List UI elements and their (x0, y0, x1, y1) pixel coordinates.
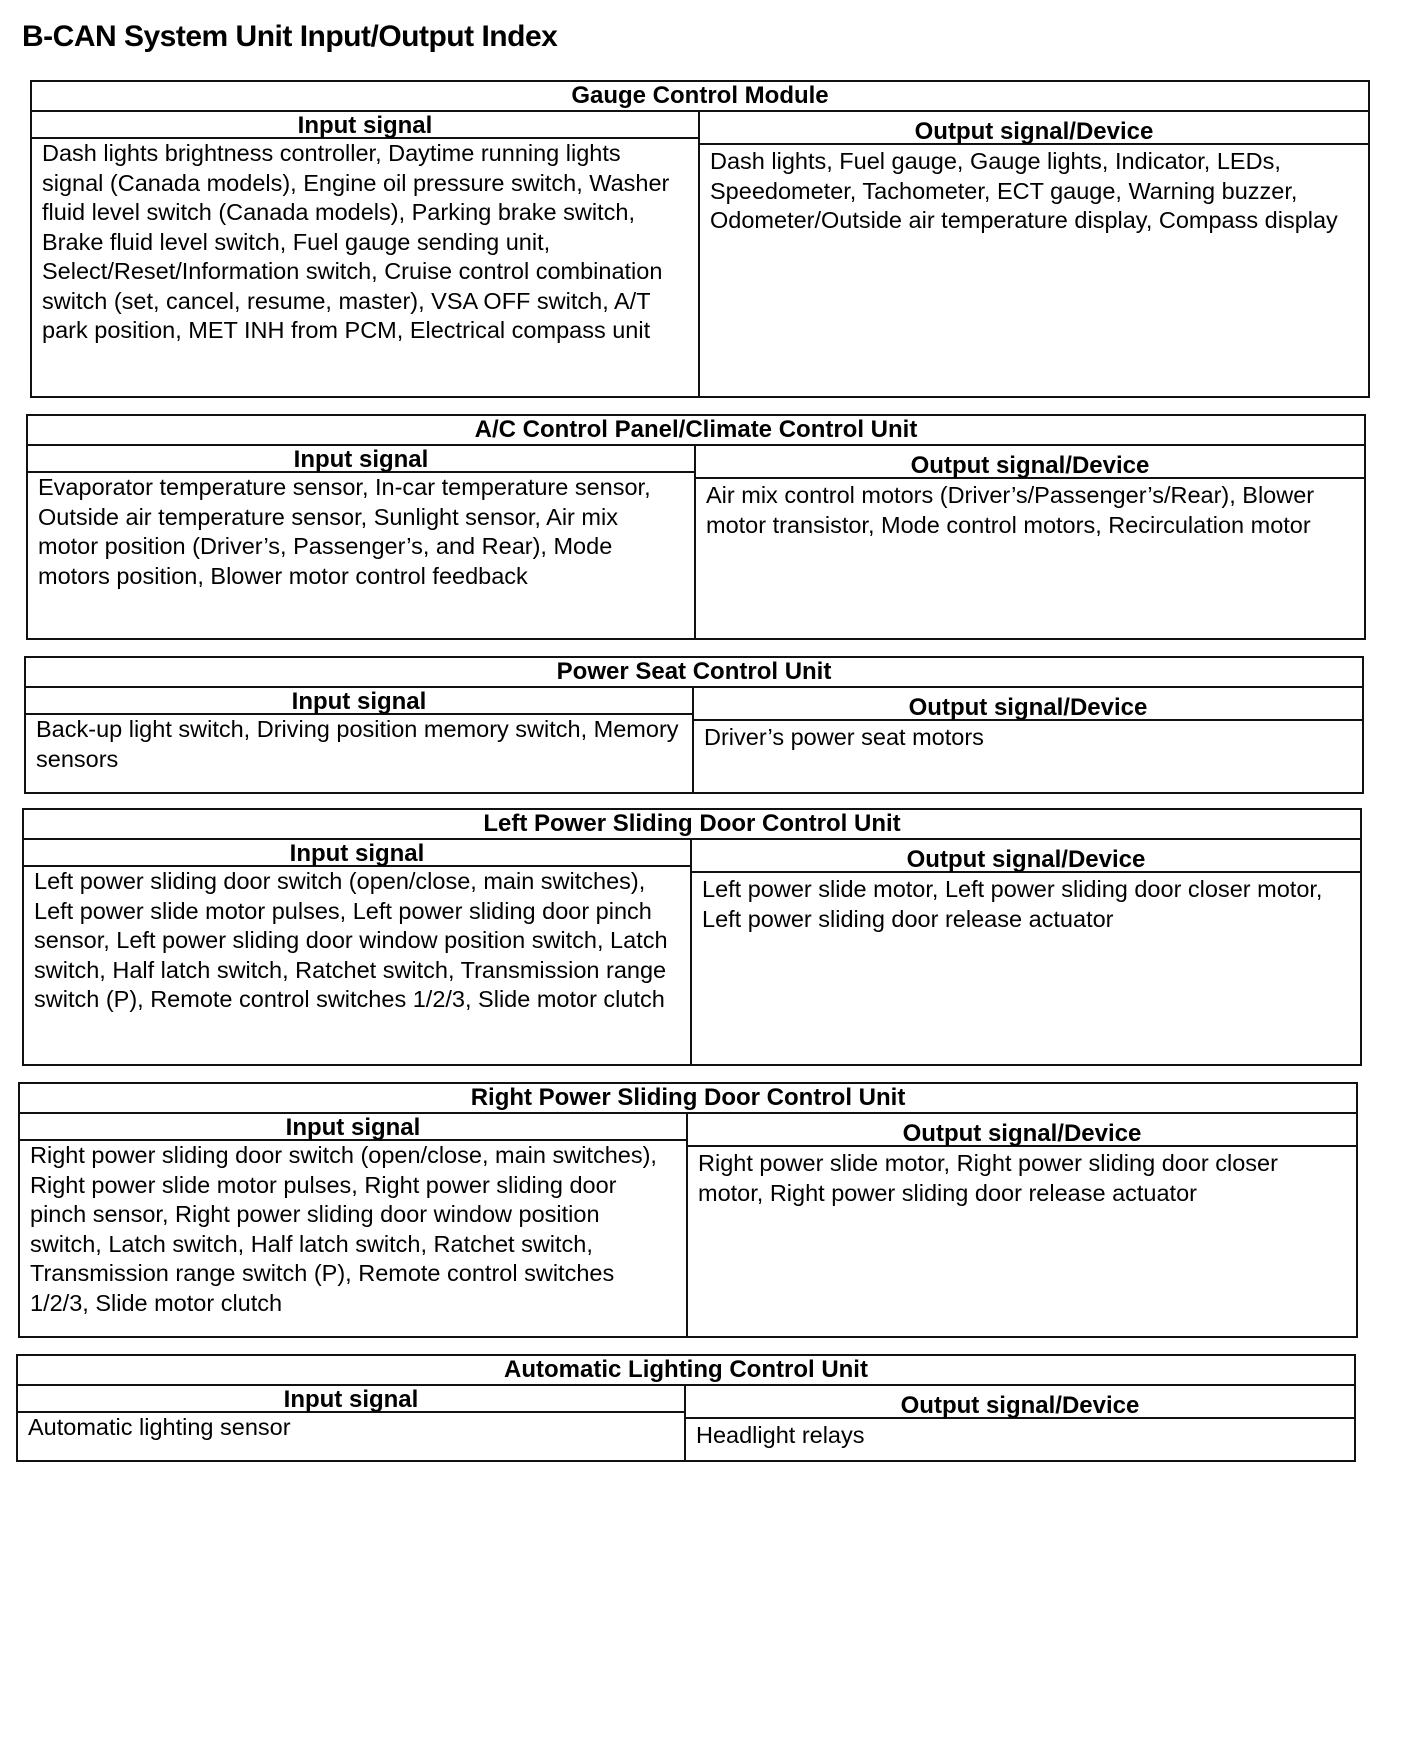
power-seat-control-unit-table (24, 656, 1364, 794)
input-column (20, 1114, 688, 1336)
output-device-header: Output signal/Device (686, 1392, 1354, 1419)
output-device-header: Output signal/Device (688, 1120, 1356, 1147)
input-signal-text: Evaporator temperature sensor, In-car temperature sensor, Outside air temperature sensor, Sunlight sensor, Air mix motor position (Driver’s, Passenger’s, and Rear), Mode motors position, Blower motor control feedback (38, 474, 651, 589)
unit-title: Automatic Lighting Control Unit (18, 1356, 1354, 1386)
ac-control-panel-table (26, 414, 1366, 640)
page-title: B-CAN System Unit Input/Output Index (22, 20, 558, 53)
output-column (694, 688, 1362, 792)
output-device-header: Output signal/Device (700, 118, 1368, 145)
output-device-text: Headlight relays (696, 1422, 865, 1448)
input-signal-text: Left power sliding door switch (open/close, main switches), Left power slide motor pulses, Left power sliding door pinch sensor, Left power sliding door window position switch, Latch switch, Half latch switch, Ratchet switch, Transmission range switch (P), Remote control switches 1/2/3, Slide motor clutch (34, 868, 668, 1012)
input-signal-text: Automatic lighting sensor (28, 1414, 291, 1440)
output-column (688, 1114, 1356, 1336)
output-device-text: Dash lights, Fuel gauge, Gauge lights, Indicator, LEDs, Speedometer, Tachometer, ECT gauge, Warning buzzer, Odometer/Outside air temperature display, Compass display (710, 148, 1338, 233)
input-column (28, 446, 696, 638)
unit-title: Gauge Control Module (32, 82, 1368, 112)
output-device-header: Output signal/Device (694, 694, 1362, 721)
left-power-sliding-door-table (22, 808, 1362, 1066)
input-signal-header: Input signal (32, 112, 698, 139)
output-device-text: Driver’s power seat motors (704, 724, 984, 750)
input-signal-header: Input signal (20, 1114, 686, 1141)
output-device-text: Left power slide motor, Left power sliding door closer motor, Left power sliding door release actuator (702, 876, 1323, 932)
unit-title: Left Power Sliding Door Control Unit (24, 810, 1360, 840)
output-device-text: Right power slide motor, Right power sliding door closer motor, Right power sliding door release actuator (698, 1150, 1278, 1206)
input-signal-header: Input signal (28, 446, 694, 473)
input-signal-text: Right power sliding door switch (open/close, main switches), Right power slide motor pulses, Right power sliding door pinch sensor, Right power sliding door window position switch, Latch switch, Half latch switch, Ratchet switch, Transmission range switch (P), Remote control switches 1/2/3, Slide motor clutch (30, 1142, 657, 1316)
input-signal-header: Input signal (26, 688, 692, 715)
input-signal-header: Input signal (24, 840, 690, 867)
output-column (692, 840, 1360, 1064)
right-power-sliding-door-table (18, 1082, 1358, 1338)
input-signal-text: Dash lights brightness controller, Daytime running lights signal (Canada models), Engine oil pressure switch, Washer fluid level switch (Canada models), Parking brake switch, Brake fluid level switch, Fuel gauge sending unit, Select/Reset/Information switch, Cruise control combination switch (set, cancel, resume, master), VSA OFF switch, A/T park position, MET INH from PCM, Electrical compass unit (42, 140, 670, 343)
output-column (686, 1386, 1354, 1460)
unit-title: Right Power Sliding Door Control Unit (20, 1084, 1356, 1114)
input-column (32, 112, 700, 396)
gauge-control-module-table (30, 80, 1370, 398)
automatic-lighting-control-unit-table (16, 1354, 1356, 1462)
output-device-header: Output signal/Device (696, 452, 1364, 479)
unit-title: Power Seat Control Unit (26, 658, 1362, 688)
input-column (24, 840, 692, 1064)
input-column (26, 688, 694, 792)
input-signal-header: Input signal (18, 1386, 684, 1413)
unit-title: A/C Control Panel/Climate Control Unit (28, 416, 1364, 446)
output-column (700, 112, 1368, 396)
output-device-text: Air mix control motors (Driver’s/Passenger’s/Rear), Blower motor transistor, Mode control motors, Recirculation motor (706, 482, 1315, 538)
input-signal-text: Back-up light switch, Driving position memory switch, Memory sensors (36, 716, 679, 772)
output-column (696, 446, 1364, 638)
output-device-header: Output signal/Device (692, 846, 1360, 873)
input-column (18, 1386, 686, 1460)
